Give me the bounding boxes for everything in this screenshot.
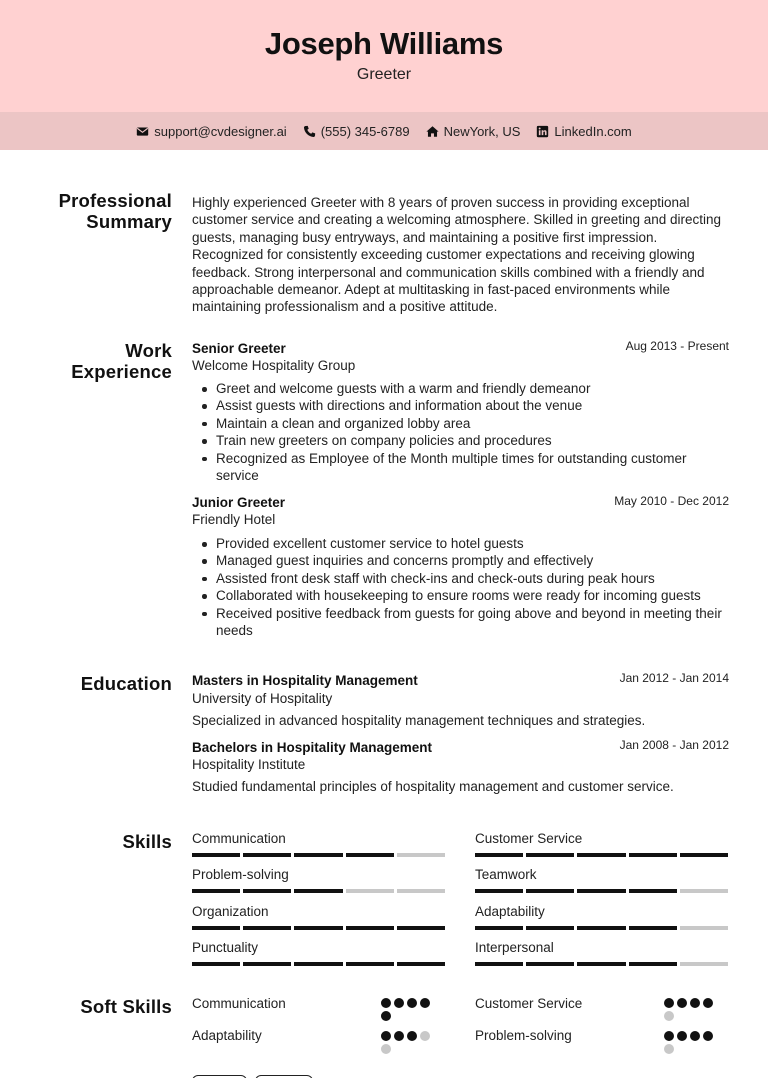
- job-1-title: Senior Greeter: [192, 341, 286, 356]
- job-1-bullets: [216, 380, 732, 484]
- job-2-bullets: [216, 535, 732, 639]
- list-item: Recognized as Employee of the Month multiple times for outstanding customer service: [216, 450, 732, 485]
- skill-bar: [192, 853, 445, 857]
- skill-bar-segment: [192, 889, 240, 893]
- rating-dot: [703, 1031, 713, 1041]
- contact-bar: [0, 112, 768, 150]
- skill-bar-segment: [526, 853, 574, 857]
- skill-bar: [475, 889, 728, 893]
- job-title: Greeter: [356, 66, 412, 83]
- rating-dot: [381, 1011, 391, 1021]
- section-title-skills: Skills: [122, 831, 172, 852]
- skill-bar: [475, 962, 728, 966]
- edu-1-degree: Masters in Hospitality Management: [192, 673, 418, 688]
- skill-bar-segment: [577, 962, 625, 966]
- skill-bar-segment: [526, 889, 574, 893]
- skill-label: Punctuality: [192, 940, 259, 955]
- skill-bar-segment: [294, 889, 342, 893]
- home-icon: [426, 125, 439, 138]
- linkedin-text: LinkedIn.com: [554, 123, 632, 139]
- skill-bar-segment: [475, 889, 523, 893]
- job-1-dates: Aug 2013 - Present: [625, 339, 729, 353]
- skill-bar-segment: [294, 962, 342, 966]
- skill-bar-segment: [346, 889, 394, 893]
- soft-skill-label: Adaptability: [192, 1028, 262, 1043]
- skill-bar-segment: [346, 962, 394, 966]
- section-title-work: Work Experience: [71, 340, 172, 382]
- job-1-company: Welcome Hospitality Group: [192, 358, 356, 373]
- edu-2-school: Hospitality Institute: [192, 757, 306, 772]
- contact-location: [426, 124, 521, 139]
- edu-1-description: Specialized in advanced hospitality management techniques and strategies.: [192, 713, 646, 728]
- rating-dot: [664, 1044, 674, 1054]
- email-text: support@cvdesigner.ai: [154, 123, 287, 139]
- list-item: Assist guests with directions and information about the venue: [216, 397, 732, 414]
- edu-2-description: Studied fundamental principles of hospitality management and customer service.: [192, 779, 674, 794]
- skill-bar-segment: [294, 926, 342, 930]
- section-title-education: Education: [80, 673, 172, 694]
- resume-header: [0, 0, 768, 112]
- skill-bar-segment: [397, 853, 445, 857]
- skill-label: Adaptability: [475, 904, 545, 919]
- edu-1-school: University of Hospitality: [192, 691, 333, 706]
- skill-bar-segment: [397, 926, 445, 930]
- soft-skill-dots: [381, 998, 437, 1021]
- skill-label: Interpersonal: [475, 940, 554, 955]
- section-title-soft-skills: Soft Skills: [80, 996, 172, 1017]
- summary-text: Highly experienced Greeter with 8 years of proven success in providing exceptional customer service and creating a welcoming atmosphere. Skilled in greeting and directing guests, managing busy entryways, and maintaining a positive first impression. Recognized for consistently exceeding customer expectations and receiving glowing feedback. Strong interpersonal and communication skills combined with a friendly and approachable demeanor. Adept at multitasking in fast-paced environments while maintaining professionalism and a positive attitude.: [192, 195, 722, 315]
- rating-dot: [677, 998, 687, 1008]
- soft-skill-dots: [664, 998, 720, 1021]
- rating-dot: [703, 998, 713, 1008]
- skill-bar-segment: [680, 962, 728, 966]
- rating-dot: [381, 1044, 391, 1054]
- skill-bar-segment: [192, 853, 240, 857]
- skill-bar-segment: [475, 853, 523, 857]
- list-item: Train new greeters on company policies and procedures: [216, 432, 732, 449]
- skill-bar-segment: [629, 926, 677, 930]
- list-item: Maintain a clean and organized lobby area: [216, 415, 732, 432]
- skill-bar-segment: [243, 889, 291, 893]
- list-item: Greet and welcome guests with a warm and friendly demeanor: [216, 380, 732, 397]
- list-item: Provided excellent customer service to hotel guests: [216, 535, 732, 552]
- skill-bar-segment: [526, 962, 574, 966]
- skill-bar-segment: [294, 853, 342, 857]
- rating-dot: [407, 1031, 417, 1041]
- rating-dot: [407, 998, 417, 1008]
- skill-bar: [475, 926, 728, 930]
- edu-2-degree: Bachelors in Hospitality Management: [192, 740, 433, 755]
- rating-dot: [664, 998, 674, 1008]
- skill-bar-segment: [629, 853, 677, 857]
- rating-dot: [394, 998, 404, 1008]
- skill-bar-segment: [243, 853, 291, 857]
- candidate-name: Joseph Williams: [264, 26, 504, 61]
- linkedin-icon: [536, 125, 549, 138]
- list-item: Collaborated with housekeeping to ensure rooms were ready for incoming guests: [216, 587, 732, 604]
- rating-dot: [690, 1031, 700, 1041]
- contact-phone[interactable]: [303, 124, 410, 139]
- job-2-title: Junior Greeter: [192, 495, 286, 510]
- skill-bar-segment: [680, 853, 728, 857]
- list-item: Managed guest inquiries and concerns promptly and effectively: [216, 552, 732, 569]
- skill-bar-segment: [192, 962, 240, 966]
- skill-bar-segment: [346, 853, 394, 857]
- soft-skill-label: Customer Service: [475, 996, 583, 1011]
- skill-bar-segment: [680, 926, 728, 930]
- section-title-summary: Professional Summary: [58, 190, 172, 232]
- list-item: Received positive feedback from guests for going above and beyond in meeting their needs: [216, 605, 732, 640]
- skill-bar-segment: [475, 962, 523, 966]
- rating-dot: [664, 1011, 674, 1021]
- job-2-dates: May 2010 - Dec 2012: [614, 494, 729, 508]
- skill-bar-segment: [475, 926, 523, 930]
- edu-1-dates: Jan 2012 - Jan 2014: [619, 671, 729, 685]
- rating-dot: [381, 998, 391, 1008]
- skill-label: Problem-solving: [192, 867, 289, 882]
- soft-skill-label: Communication: [192, 996, 286, 1011]
- skill-bar-segment: [346, 926, 394, 930]
- skill-bar-segment: [397, 889, 445, 893]
- phone-icon: [303, 125, 316, 138]
- skill-bar-segment: [243, 926, 291, 930]
- rating-dot: [381, 1031, 391, 1041]
- soft-skill-dots: [381, 1031, 437, 1054]
- skill-bar-segment: [243, 962, 291, 966]
- skill-bar-segment: [629, 962, 677, 966]
- skill-bar: [192, 926, 445, 930]
- soft-skill-label: Problem-solving: [475, 1028, 572, 1043]
- skill-bar-segment: [577, 889, 625, 893]
- skill-bar: [192, 889, 445, 893]
- soft-skill-dots: [664, 1031, 720, 1054]
- skill-bar: [475, 853, 728, 857]
- rating-dot: [394, 1031, 404, 1041]
- edu-2-dates: Jan 2008 - Jan 2012: [619, 738, 729, 752]
- skill-label: Teamwork: [475, 867, 537, 882]
- skill-bar: [192, 962, 445, 966]
- rating-dot: [690, 998, 700, 1008]
- contact-linkedin[interactable]: [536, 124, 631, 139]
- skill-label: Communication: [192, 831, 286, 846]
- skill-bar-segment: [680, 889, 728, 893]
- skill-bar-segment: [526, 926, 574, 930]
- skill-bar-segment: [577, 926, 625, 930]
- list-item: Assisted front desk staff with check-ins and check-outs during peak hours: [216, 570, 732, 587]
- location-text: NewYork, US: [443, 123, 521, 139]
- skill-bar-segment: [577, 853, 625, 857]
- rating-dot: [677, 1031, 687, 1041]
- skill-bar-segment: [192, 926, 240, 930]
- rating-dot: [420, 998, 430, 1008]
- rating-dot: [664, 1031, 674, 1041]
- contact-email[interactable]: [136, 124, 286, 139]
- envelope-icon: [136, 125, 149, 138]
- skill-bar-segment: [397, 962, 445, 966]
- skill-bar-segment: [629, 889, 677, 893]
- rating-dot: [420, 1031, 430, 1041]
- skill-label: Organization: [192, 904, 269, 919]
- phone-text: (555) 345-6789: [320, 123, 410, 139]
- skill-label: Customer Service: [475, 831, 583, 846]
- job-2-company: Friendly Hotel: [192, 512, 276, 527]
